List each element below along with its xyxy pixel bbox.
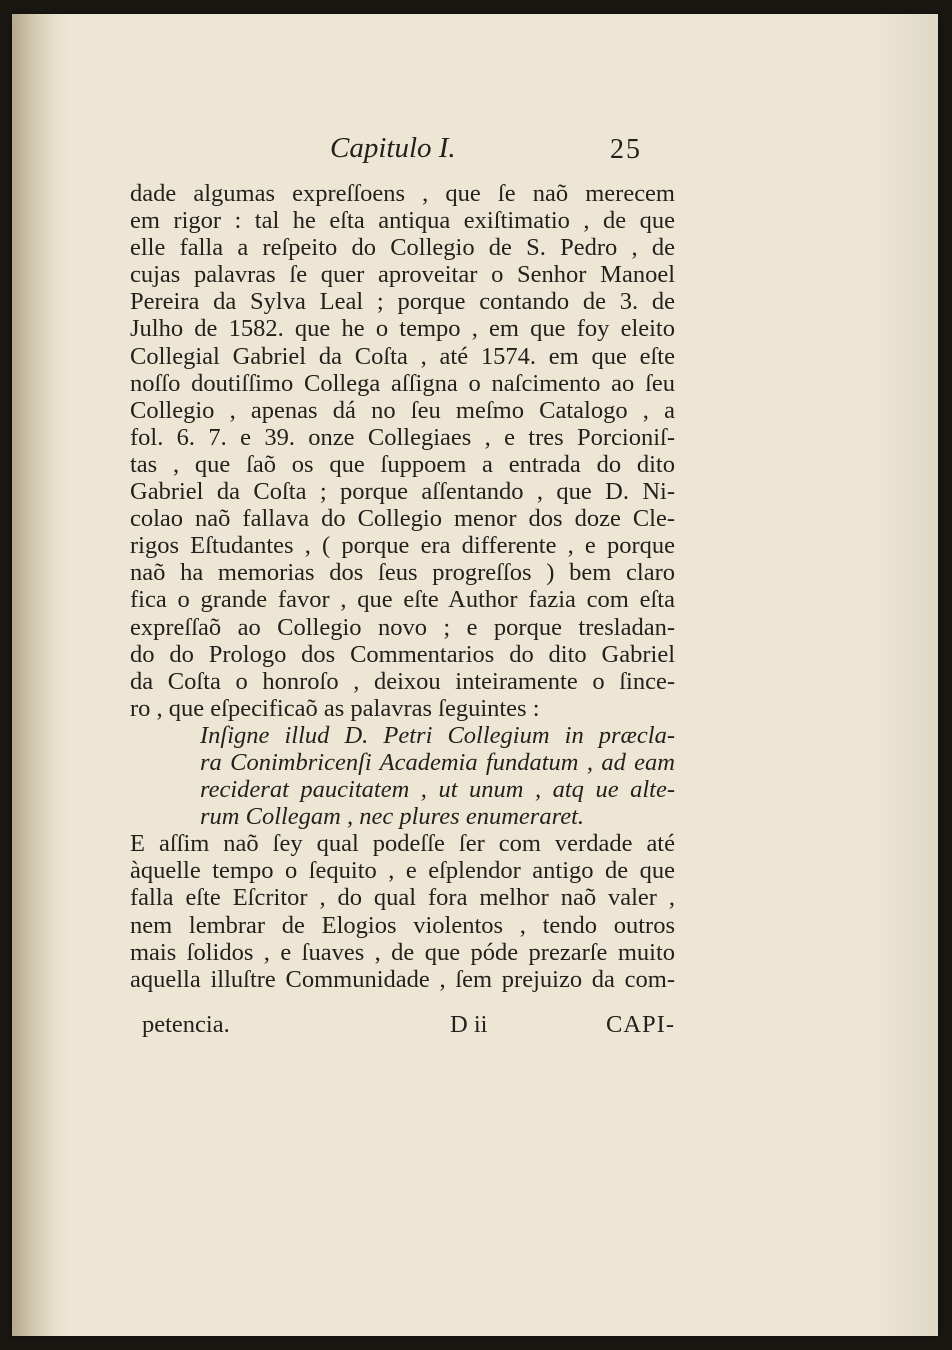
text-line: Julho de 1582. que he o tempo , em que foy eleito (130, 315, 675, 343)
text-line: noſſo doutiſſimo Collega aſſigna o naſcimento ao ſeu (130, 369, 675, 397)
text-line: do do Prologo dos Commentarios do dito Gabriel (130, 640, 675, 668)
latin-quote-line: rum Collegam , nec plures enumeraret. (200, 803, 584, 831)
text-line: rigos Eſtudantes , ( porque era differente , e porque (130, 532, 675, 560)
text-line: Collegial Gabriel da Coſta , até 1574. em que eſte (130, 342, 675, 370)
latin-quote-line: ra Conimbricenſi Academia fundatum , ad eam (200, 748, 675, 776)
text-line: E aſſim naõ ſey qual podeſſe ſer com verdade até (130, 830, 675, 858)
text-line: colao naõ fallava do Collegio menor dos doze Cle- (130, 505, 675, 533)
text-line: mais ſolidos , e ſuaves , de que póde prezarſe muito (130, 938, 675, 966)
text-line: expreſſaõ ao Collegio novo ; e porque tresladan- (130, 613, 675, 641)
text-line: dade algumas expreſſoens , que ſe naõ merecem (130, 180, 675, 207)
running-head: Capitulo I. (330, 132, 456, 164)
text-line: tas , que ſaõ os que ſuppoem a entrada do dito (130, 450, 675, 478)
page-header (12, 132, 938, 172)
text-line: Gabriel da Coſta ; porque aſſentando , que D. Ni- (130, 478, 675, 506)
text-line: fol. 6. 7. e 39. onze Collegiaes , e tres Porcioniſ- (130, 423, 675, 451)
latin-quote-line: Inſigne illud D. Petri Collegium in præcla- (200, 721, 675, 749)
text-line: elle falla a reſpeito do Collegio de S. Pedro , de (130, 234, 675, 262)
signature-mark: D ii (450, 1011, 488, 1038)
text-line: àquelle tempo o ſequito , e eſplendor antigo de que (130, 857, 675, 885)
text-line: em rigor : tal he eſta antiqua exiſtimatio , de que (130, 207, 675, 235)
body-text (130, 180, 675, 993)
catchword: CAPI- (606, 1011, 675, 1038)
text-line: ro , que eſpecificaõ as palavras ſeguintes : (130, 694, 540, 722)
text-line: cujas palavras ſe quer aproveitar o Senhor Manoel (130, 261, 675, 289)
book-page (12, 14, 938, 1336)
page-number: 25 (610, 134, 642, 165)
closing-word: petencia. (142, 1011, 230, 1038)
latin-quote-line: reciderat paucitatem , ut unum , atq ue alte- (200, 776, 675, 804)
text-line: nem lembrar de Elogios violentos , tendo outros (130, 911, 675, 939)
text-line: fica o grande favor , que eſte Author fazia com eſta (130, 586, 675, 614)
text-line: aquella illuſtre Communidade , ſem prejuizo da com- (130, 965, 675, 993)
text-line: Collegio , apenas dá no ſeu meſmo Catalogo , a (130, 396, 675, 424)
text-line: Pereira da Sylva Leal ; porque contando de 3. de (130, 288, 675, 316)
page-gutter (12, 14, 54, 1336)
page-footer (142, 1010, 675, 1040)
text-line: falla eſte Eſcritor , do qual fora melhor naõ valer , (130, 884, 675, 912)
text-line: naõ ha memorias dos ſeus progreſſos ) bem claro (130, 559, 675, 587)
text-line: da Coſta o honroſo , deixou inteiramente o ſince- (130, 667, 675, 695)
